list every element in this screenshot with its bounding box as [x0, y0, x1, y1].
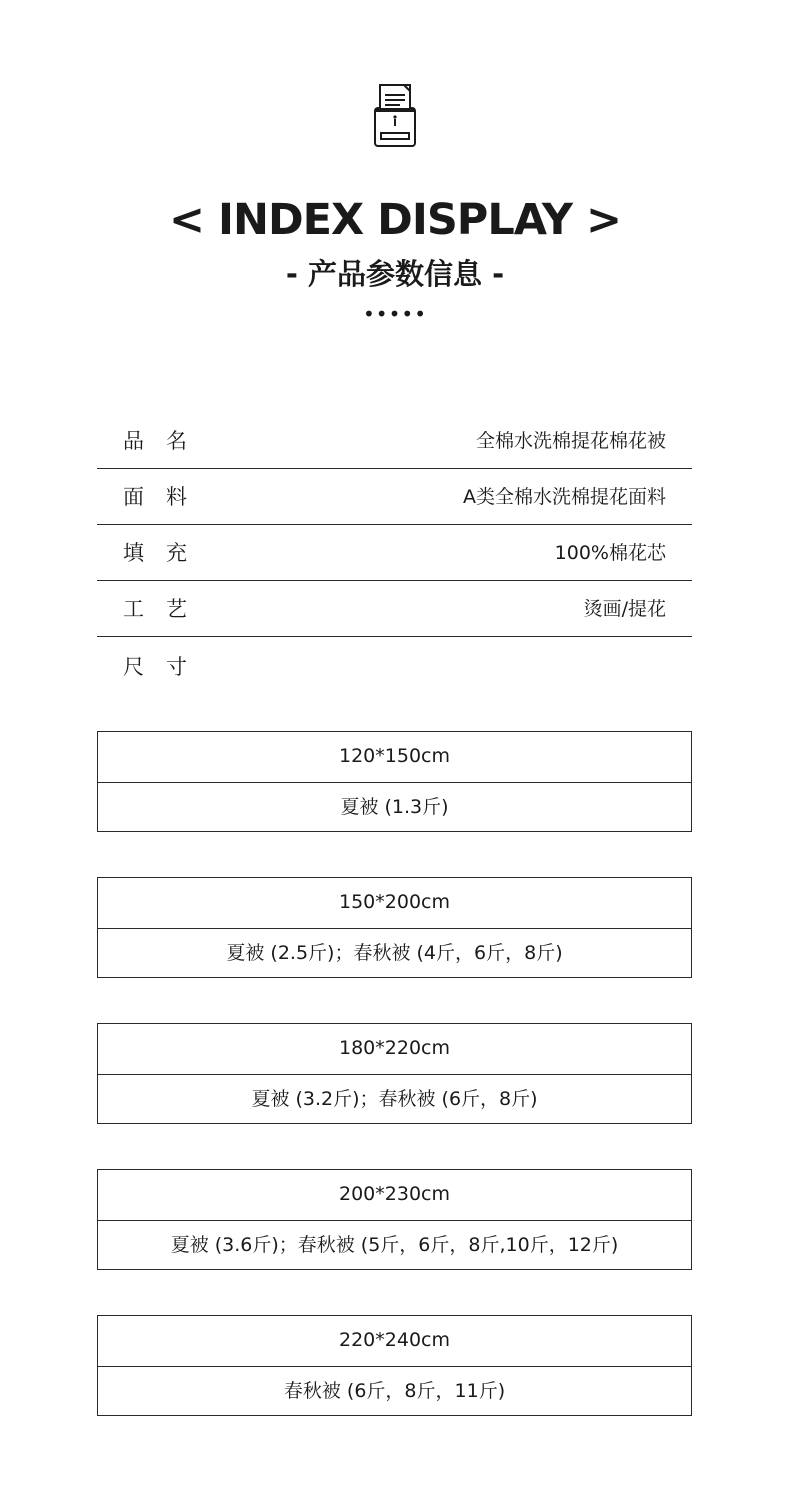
size-table: [97, 731, 692, 832]
param-label: 品名: [123, 429, 209, 453]
page-subtitle: - 产品参数信息 -: [285, 257, 505, 291]
size-dimension: 120*150cm: [98, 732, 691, 783]
param-label: 工艺: [123, 597, 209, 621]
param-value: 全棉水洗棉提花棉花被: [475, 430, 666, 452]
size-table: [97, 1315, 692, 1416]
param-row-size: [97, 639, 692, 695]
size-dimension: 220*240cm: [98, 1316, 691, 1367]
size-table: [97, 1023, 692, 1124]
size-detail: 夏被 (3.6斤)；春秋被 (5斤，6斤，8斤,10斤，12斤): [170, 1233, 619, 1256]
size-dimension: 180*220cm: [98, 1024, 691, 1075]
size-detail: 夏被 (3.2斤)；春秋被 (6斤，8斤): [251, 1087, 538, 1110]
param-label: 填充: [123, 541, 209, 565]
size-table: [97, 877, 692, 978]
size-detail: 夏被 (2.5斤)；春秋被 (4斤，6斤，8斤): [226, 941, 563, 964]
size-detail: 春秋被 (6斤，8斤，11斤): [283, 1379, 506, 1402]
decorative-dots: •••••: [363, 302, 427, 326]
size-table: [97, 1169, 692, 1270]
size-detail: 夏被 (1.3斤): [340, 795, 449, 818]
param-label: 尺寸: [123, 655, 209, 679]
param-row-name: [97, 413, 692, 469]
param-row-fabric: [97, 469, 692, 525]
param-row-filling: [97, 525, 692, 581]
page-title: < INDEX DISPLAY >: [168, 195, 622, 245]
param-row-craft: [97, 581, 692, 637]
param-value: 100%棉花芯: [554, 542, 666, 564]
param-label: 面料: [123, 485, 209, 509]
param-value: A类全棉水洗棉提花面料: [463, 486, 666, 508]
size-dimension: 150*200cm: [98, 878, 691, 929]
param-value: 烫画/提花: [583, 598, 666, 620]
size-dimension: 200*230cm: [98, 1170, 691, 1221]
document-drawer-icon: [372, 82, 418, 150]
